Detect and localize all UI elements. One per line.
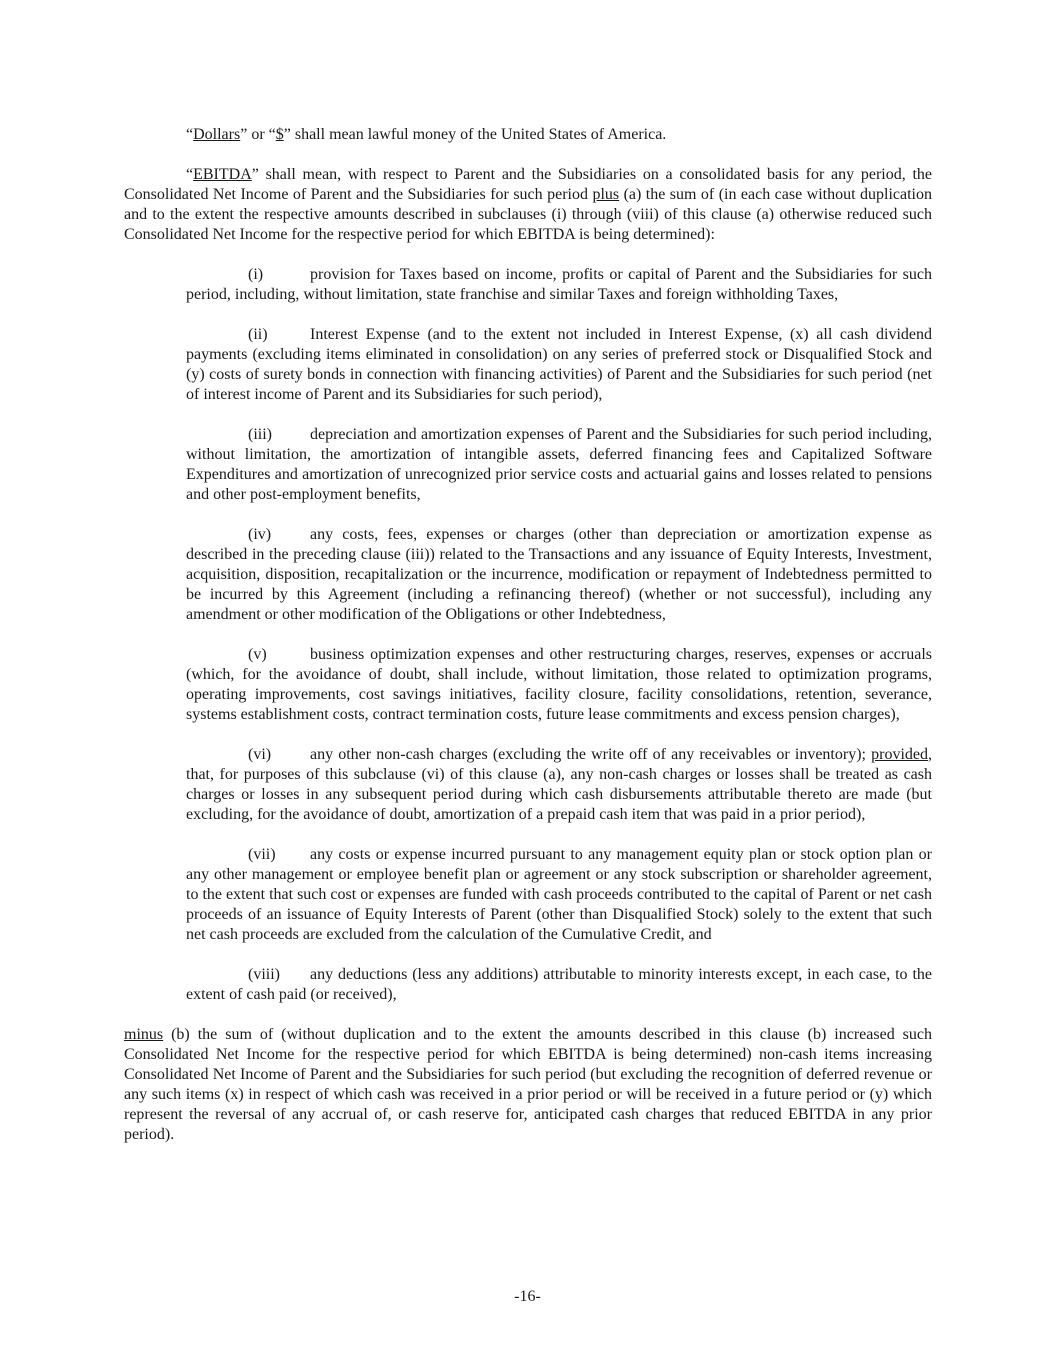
quote-open: “ [186, 126, 194, 143]
clause-number: (viii) [248, 966, 280, 983]
definition-ebitda-text-continued: (a) the sum of (in each case without duplication and to the extent the respective amounts described in subclauses (i) through (viii) of this clause (a) otherwise reduced such Consolidated Net Income for the respective period for which EBITDA is being determined): [124, 186, 932, 243]
clause-iv [186, 525, 932, 625]
clause-text: any costs or expense incurred pursuant to any management equity plan or stock option plan or any other management or employee benefit plan or agreement or any stock subscription or shareholder agreement, to the extent that such cost or expenses are funded with cash proceeds contributed to the capital of Parent or net cash proceeds of an issuance of Equity Interests of Parent (other than Disqualified Stock) solely to the extent that such net cash proceeds are excluded from the calculation of the Cumulative Credit, and [186, 846, 932, 943]
clause-number: (iii) [248, 426, 272, 443]
plus-term: plus [592, 186, 620, 203]
clause-text: provision for Taxes based on income, profits or capital of Parent and the Subsidiaries for such period, including, without limitation, state franchise and similar Taxes and foreign withholding Taxes, [186, 266, 932, 303]
definition-dollars-text: ” shall mean lawful money of the United States of America. [283, 126, 667, 143]
clause-text: business optimization expenses and other restructuring charges, reserves, expenses or accruals (which, for the avoidance of doubt, shall include, without limitation, those related to optimization programs, operating improvements, cost savings initiatives, facility closure, facility consolidations, retention, severance, systems establishment costs, contract termination costs, future lease commitments and excess pension charges), [186, 646, 932, 723]
clause-text: any other non-cash charges (excluding the write off of any receivables or inventory); [310, 746, 872, 763]
document-body [124, 125, 932, 1145]
quote-open: “ [186, 166, 194, 183]
definition-dollars [124, 125, 932, 145]
clause-text: any costs, fees, expenses or charges (other than depreciation or amortization expense as described in the preceding clause (iii)) related to the Transactions and any issuance of Equity Interests, Investment, acquisition, disposition, recapitalization or the incurrence, modification or repayment of Indebtedness permitted to be incurred by this Agreement (including a refinancing thereof) (whether or not successful), including any amendment or other modification of the Obligations or other Indebtedness, [186, 526, 932, 623]
clause-number: (i) [248, 266, 264, 283]
provided-term: provided [871, 746, 928, 763]
defined-term-dollars: Dollars [193, 126, 241, 143]
clause-vi [186, 745, 932, 825]
clause-number: (iv) [248, 526, 272, 543]
clause-i [186, 265, 932, 305]
clause-text-continued: , that, for purposes of this subclause (vi) of this clause (a), any non-cash charges or losses shall be treated as cash charges or losses in any subsequent period during which cash disbursements attributable thereto are made (but excluding, for the avoidance of doubt, amortization of a prepaid cash item that was paid in a prior period), [186, 746, 932, 823]
minus-clause-text: (b) the sum of (without duplication and to the extent the amounts described in this clause (b) increased such Consolidated Net Income for the respective period for which EBITDA is being determined) non-cash items increasing Consolidated Net Income of Parent and the Subsidiaries for such period (but excluding the recognition of deferred revenue or any such items (x) in respect of which cash was received in a prior period or will be received in a future period or (y) which represent the reversal of any accrual of, or cash reserve for, anticipated cash charges that reduced EBITDA in any prior period). [124, 1026, 932, 1143]
clause-vii [186, 845, 932, 945]
clause-ii [186, 325, 932, 405]
clause-iii [186, 425, 932, 505]
minus-clause [124, 1025, 932, 1145]
clause-v [186, 645, 932, 725]
defined-term-dollar-sign: $ [275, 126, 284, 143]
definition-ebitda-text: ” shall mean, with respect to Parent and the Subsidiaries on a consolidated basis for any period, the Consolidated Net Income of Parent and the Subsidiaries for such period [124, 166, 932, 203]
definition-ebitda [124, 165, 932, 245]
clause-number: (ii) [248, 326, 268, 343]
clause-viii [186, 965, 932, 1005]
clause-number: (vi) [248, 746, 272, 763]
clause-text: depreciation and amortization expenses of Parent and the Subsidiaries for such period including, without limitation, the amortization of intangible assets, deferred financing fees and Capitalized Software Expenditures and amortization of unrecognized prior service costs and actuarial gains and losses related to pensions and other post-employment benefits, [186, 426, 932, 503]
clause-text: any deductions (less any additions) attributable to minority interests except, in each case, to the extent of cash paid (or received), [186, 966, 932, 1003]
minus-term: minus [124, 1026, 164, 1043]
clause-number: (v) [248, 646, 267, 663]
quote-separator: ” or “ [240, 126, 276, 143]
page-number: -16- [514, 1288, 541, 1305]
clause-number: (vii) [248, 846, 276, 863]
defined-term-ebitda: EBITDA [193, 166, 252, 183]
clause-text: Interest Expense (and to the extent not included in Interest Expense, (x) all cash dividend payments (excluding items eliminated in consolidation) on any series of preferred stock or Disqualified Stock and (y) costs of surety bonds in connection with financing activities) of Parent and the Subsidiaries for such period (net of interest income of Parent and its Subsidiaries for such period), [186, 326, 932, 403]
